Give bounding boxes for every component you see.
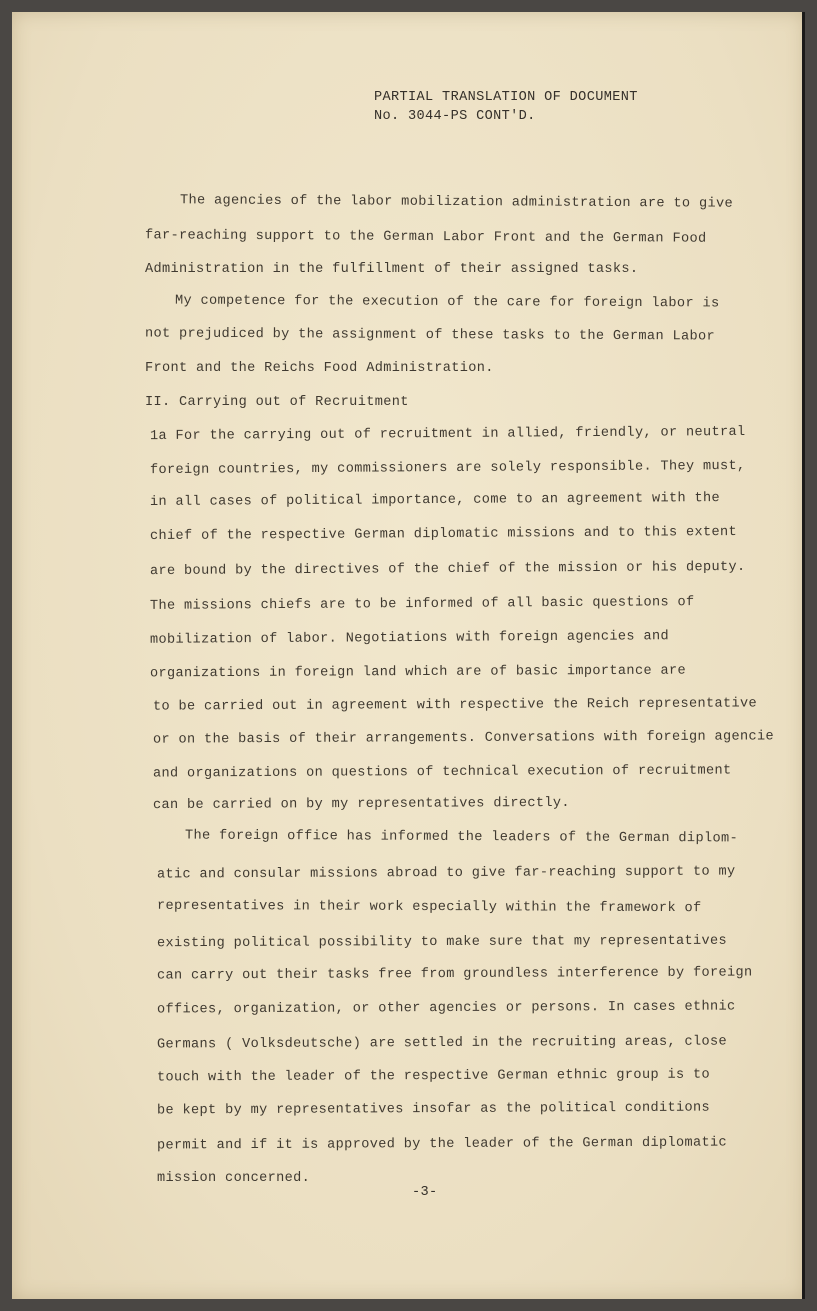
body-line: The foreign office has informed the leaders of the German diplom- [184,828,739,847]
body-line: foreign countries, my commissioners are solely responsible. They must, [149,458,746,479]
body-line: existing political possibility to make sure that my representatives [156,933,728,952]
body-line: My competence for the execution of the care for foreign labor is [174,293,720,312]
body-line: offices, organization, or other agencies or persons. In cases ethnic [156,999,736,1018]
document-title: PARTIAL TRANSLATION OF DOCUMENT [374,90,638,105]
page-edge [802,12,805,1299]
body-line: II. Carrying out of Recruitment [145,395,409,410]
body-line: Germans ( Volksdeutsche) are settled in the recruiting areas, close [156,1034,728,1053]
body-line: can carry out their tasks free from groundless interference by foreign [156,965,753,984]
body-line: are bound by the directives of the chief of the mission or his deputy. [149,559,746,580]
body-line: permit and if it is approved by the leader of the German diplomatic [156,1135,728,1154]
body-line: Front and the Reichs Food Administration. [145,361,494,376]
body-line: The missions chiefs are to be informed of all basic questions of [149,595,695,614]
body-line: touch with the leader of the respective German ethnic group is to [156,1067,711,1086]
document-number: No. 3044-PS CONT'D. [374,109,536,124]
body-line: representatives in their work especially within the framework of [156,898,702,917]
body-line: be kept by my representatives insofar as the political conditions [156,1100,711,1119]
body-line: mobilization of labor. Negotiations with foreign agencies and [149,629,670,648]
body-line: atic and consular missions abroad to give far-reaching support to my [156,864,736,883]
document-page [12,12,805,1299]
body-line: mission concerned. [157,1171,311,1186]
body-line: and organizations on questions of technical execution of recruitment [152,763,732,782]
body-line: not prejudiced by the assignment of these tasks to the German Labor [144,326,716,345]
page-number: -3- [412,1185,438,1200]
body-line: far-reaching support to the German Labor Front and the German Food [144,228,707,247]
body-line: The agencies of the labor mobilization administration are to give [179,193,734,212]
body-line: chief of the respective German diplomatic missions and to this extent [149,524,738,545]
body-line: organizations in foreign land which are of basic importance are [149,663,687,682]
body-line: in all cases of political importance, come to an agreement with the [149,491,721,510]
body-line: or on the basis of their arrangements. Conversations with foreign agencie [152,729,775,748]
body-line: can be carried on by my representatives directly. [152,795,570,814]
body-line: 1a For the carrying out of recruitment in allied, friendly, or neutral [149,424,746,445]
body-line: to be carried out in agreement with respective the Reich representative [152,696,758,715]
body-line: Administration in the fulfillment of their assigned tasks. [145,262,639,277]
